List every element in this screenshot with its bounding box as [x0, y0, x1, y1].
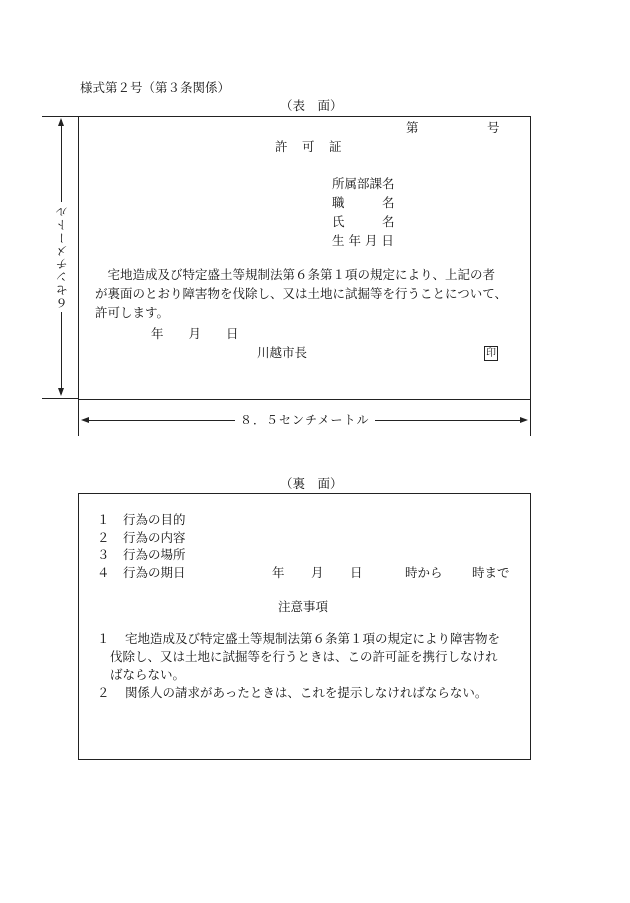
note-number: １ — [97, 631, 110, 646]
permit-number-suffix: 号 — [487, 120, 500, 135]
front-heading: （表 面） — [280, 98, 343, 113]
action-item-number: ３ — [97, 547, 110, 562]
height-ext-bottom — [42, 398, 78, 399]
period-day: 日 — [350, 565, 363, 580]
form-number-title: 様式第２号（第３条関係） — [80, 80, 231, 95]
field-department: 所属部課名 — [332, 176, 395, 191]
note-line: ばならない。 — [110, 667, 186, 682]
period-from-time: 時から — [405, 565, 443, 580]
height-dimension-label: ６センチメートル — [53, 202, 70, 312]
period-until-time: 時まで — [472, 565, 510, 580]
front-card — [78, 116, 531, 400]
arrow-up-icon — [58, 118, 64, 126]
action-item-number: ４ — [97, 565, 110, 580]
action-item-label: 行為の目的 — [123, 512, 186, 527]
action-item-label: 行為の場所 — [123, 547, 186, 562]
period-month: 月 — [311, 565, 324, 580]
action-item-label: 行為の内容 — [123, 530, 186, 545]
note-line: 宅地造成及び特定盛土等規制法第６条第１項の規定により障害物を — [125, 631, 501, 646]
width-dimension-label: ８．５センチメートル — [235, 414, 375, 426]
arrow-down-icon — [58, 388, 64, 396]
permit-number-prefix: 第 — [406, 120, 419, 135]
action-item-number: １ — [97, 512, 110, 527]
permit-title: 許 可 証 — [275, 139, 343, 154]
permit-body-line-2: が裏面のとおり障害物を伐除し、又は土地に試掘等を行うことについて、 — [95, 286, 508, 301]
note-number: ２ — [97, 685, 110, 700]
back-heading: （裏 面） — [280, 476, 343, 491]
arrow-right-icon — [520, 417, 528, 423]
width-ext-right — [530, 400, 531, 436]
field-birthdate: 生 年 月 日 — [332, 233, 394, 248]
action-item-label: 行為の期日 — [123, 565, 186, 580]
arrow-left-icon — [81, 417, 89, 423]
notes-title: 注意事項 — [278, 599, 329, 614]
issuer-name: 川越市長 — [257, 345, 308, 360]
height-ext-top — [42, 116, 78, 117]
width-ext-left — [78, 400, 79, 436]
action-item-number: ２ — [97, 530, 110, 545]
note-line: 伐除し、又は土地に試掘等を行うときは、この許可証を携行しなけれ — [110, 649, 498, 664]
note-line: 関係人の請求があったときは、これを提示しなければならない。 — [125, 685, 488, 700]
permit-body-line-3: 許可します。 — [95, 305, 170, 320]
back-card — [78, 493, 531, 760]
seal-mark: 印 — [486, 348, 496, 359]
period-year: 年 — [272, 565, 285, 580]
permit-body-line-1: 宅地造成及び特定盛土等規制法第６条第１項の規定により、上記の者 — [95, 267, 496, 282]
field-position: 職 名 — [332, 195, 395, 210]
field-name: 氏 名 — [332, 214, 395, 229]
issue-date: 年 月 日 — [151, 326, 239, 341]
